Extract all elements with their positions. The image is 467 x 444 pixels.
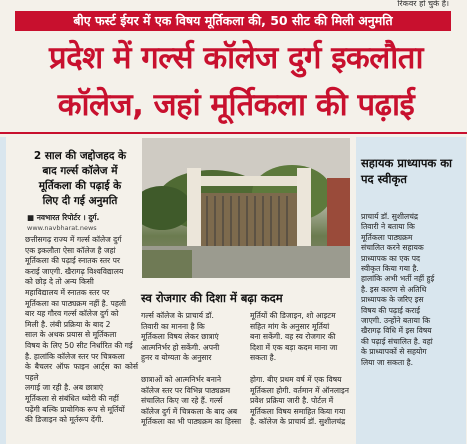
- subhead: स्व रोजगार की दिशा में बढ़ा कदम: [141, 291, 283, 305]
- top-strip: [0, 0, 467, 10]
- byline: ■ नवभारत रिपोर्टर । दुर्ग.: [27, 213, 100, 222]
- kicker-banner: बीए फर्स्ट ईयर में एक विषय मूर्तिकला की, 50 सीट की मिली अनुमति: [15, 11, 451, 31]
- sidebar-heading: सहायक प्राध्यापक का पद स्वीकृत: [361, 156, 453, 186]
- left-margin-tint: [0, 137, 6, 444]
- headline-rule: [0, 132, 467, 134]
- headline: [12, 35, 460, 129]
- body-column-3a: मूर्तियों की डिजाइन, शो आइटम सहित मांग के अनुसार मूर्तियां बना सकेंगी. वह स्व रोजगार की दिशा में एक बड़ा कदम माना जा सकता है.: [250, 311, 338, 363]
- headline-line-2: कॉलेज, जहां मूर्तिकला की पढ़ाई: [57, 87, 415, 123]
- college-gate-illustration: [142, 138, 350, 278]
- top-strip-text: रिकवर हो चुके हैं।: [397, 0, 449, 8]
- body-column-2a: गर्ल्स कॉलेज के प्राचार्य डॉ. तिवारी का मानना है कि मूर्तिकला विषय लेकर छात्राएं आत्मनिर्भर हो सकेंगी. अपनी हुनर व योग्यता के अनुसार: [141, 311, 220, 363]
- college-photo: [142, 138, 350, 278]
- body-column-1: छत्तीसगढ़ राज्य में गर्ल्स कॉलेज दुर्ग एक इकलौता ऐसा कॉलेज है जहां मूर्तिकला की पढ़ाई स्नातक स्तर पर कराई जाएगी. खैरागढ़ विश्वविद्यालय को छोड़ दे तो अन्य किसी महाविद्यालय में स्नातक स्तर पर मूर्तिकला का पाठ्यक्रम नहीं है. पहली बार यह गौरव गर्ल्स कॉलेज दुर्ग को मिली है. लंबी प्रक्रिया के बाद 2 साल के अथक प्रयास से मूर्तिकला विषय के लिए 50 सीट निर्धारित की गई है. हालांकि कॉलेज स्तर पर चित्रकला के बैचलर ऑफ फाइन आर्ट्स का कोर्स पहले लगाई जा रही है. अब छात्राएं मूर्तिकला से संबंधित थ्योरी की नहीं पढ़ेंगी बल्कि प्रायोगिक रूप से मूर्तियों की डिजाइन को मूर्तरूप देंगी.: [25, 235, 138, 425]
- deck-summary: 2 साल की जद्दोजहद के बाद गर्ल्स कॉलेज में मूर्तिकला की पढ़ाई के लिए दी गई अनुमति: [33, 150, 127, 207]
- website: www.navbharat.news: [27, 224, 97, 232]
- headline-line-1: प्रदेश में गर्ल्स कॉलेज दुर्ग इकलौता: [49, 40, 423, 76]
- sidebar-panel: [356, 137, 466, 444]
- sidebar-body: प्राचार्य डॉ. सुशीलचंद्र तिवारी ने बताया कि मूर्तिकला पाठ्यक्रम संचालित करने सहायक प्राध्यापक का एक पद स्वीकृत किया गया है. हालांकि अभी भर्ती नहीं हुई है. इस कारण से अतिथि प्राध्यापक के जरिए इस विषय की पढ़ाई कराई जाएगी. उन्होंने बताया कि खैरागढ़ विधि में इस विषय की पढ़ाई संचालित है. वहां के प्राध्यापकों से सहयोग लिया जा सकता है.: [361, 212, 435, 367]
- body-column-2b: छात्राओं को आत्मनिर्भर बनाने कॉलेज स्तर पर विभिन्न पाठ्यक्रम संचालित किए जा रहे हैं. गर्ल्स कॉलेज दुर्ग में चित्रकला के बाद अब मूर्तिकला का भी पाठ्यक्रम का हिस्सा: [141, 375, 242, 427]
- body-column-3b: होगा. बीए प्रथम वर्ष में एक विषय मूर्तिकला होगी. वर्तमान में ऑनलाइन प्रवेश प्रक्रिया जारी है. पोर्टल में मूर्तिकला विषय समाहित किया गया है. कॉलेज के प्राचार्य डॉ. सुशीलचंद्र: [250, 375, 349, 427]
